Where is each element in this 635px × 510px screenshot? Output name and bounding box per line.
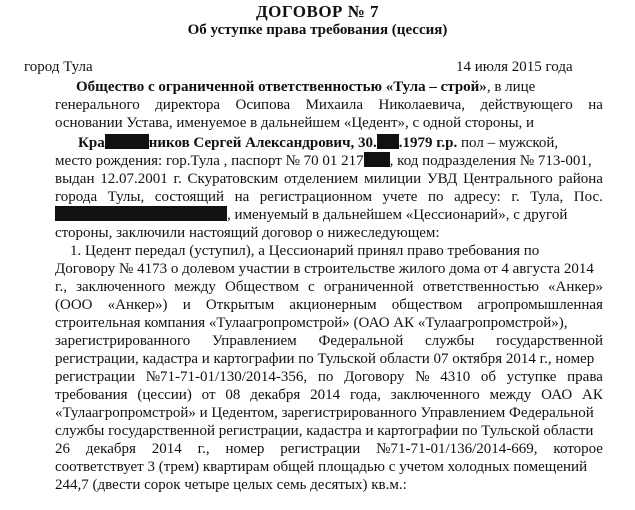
preamble-line-9: стороны, заключили настоящий договор о нижеследующем: [55, 225, 440, 241]
contract-subtitle: Об уступке права требования (цессия) [187, 22, 448, 38]
preamble-line-8: , именуемый в дальнейшем «Цессионарий», с другой [55, 206, 567, 224]
preamble-line-3: основании Устава, именуемое в дальнейшем «Цедент», с одной стороны, и [55, 115, 535, 131]
preamble-line-7: города Тулы, состоящий на регистрационном учете по адресу: г. Тула, Пос. [55, 189, 603, 205]
preamble-line-5: место рождения: гор.Тула , паспорт № 70 01 217 , код подразделения № 713-001, [55, 153, 592, 169]
clause-1-line-1: 1. Цедент передал (уступил), а Цессионарий принял право требования по [70, 243, 540, 259]
clause-1-line-3: г., заключенного между Обществом с ограниченной ответственностью «Анкер» [55, 279, 603, 295]
preamble-line-1: Общество с ограниченной ответственностью «Тула – строй», в лице [76, 79, 536, 95]
clause-1-line-11: службы государственной регистрации, кадастра и картографии по Тульской области [55, 423, 594, 439]
clause-1-line-12: 26 декабря 2014 г., номер регистрации №71-71-01/136/2014-669, которое [55, 441, 603, 457]
redaction [364, 152, 390, 167]
preamble-line-6: выдан 12.07.2001 г. Скуратовским отделением милиции УВД Центрального района [55, 171, 603, 187]
city: город Тула [24, 59, 93, 75]
preamble-line-2: генерального директора Осипова Михаила Николаевича, действующего на [55, 97, 603, 113]
cessionary-line: Кра ников Сергей Александрович, 30. .1979 г.р. пол – мужской, [78, 135, 559, 151]
contract-date: 14 июля 2015 года [456, 59, 573, 75]
clause-1-line-9: требования (цессии) от 08 декабря 2014 года, заключенного между ОАО АК [55, 387, 603, 403]
redaction [377, 134, 399, 149]
org-name: Общество с ограниченной ответственностью «Тула – строй» [76, 79, 487, 95]
clause-1-line-14: 244,7 (двести сорок четыре целых семь десятых) кв.м.: [55, 477, 407, 493]
clause-1-line-10: «Тулаагропромстрой» и Цедентом, зарегистрированного Управлением Федеральной [55, 405, 594, 421]
redaction [55, 206, 227, 221]
clause-1-line-13: соответствует 3 (трем) квартирам общей площадью с учетом холодных помещений [55, 459, 588, 475]
clause-1-line-2: Договору № 4173 о долевом участии в строительстве жилого дома от 4 августа 2014 [55, 261, 594, 277]
clause-1-line-6: зарегистрированного Управлением Федеральной службы государственной [55, 333, 603, 349]
clause-1-line-5: строительная компания «Тулаагропромстрой» (ОАО АК «Тулаагропромстрой»), [55, 315, 568, 331]
clause-1-line-7: регистрации, кадастра и картографии по Тульской области 07 октября 2014 г., номер [55, 351, 595, 367]
redaction [105, 134, 149, 149]
clause-1-line-8: регистрации №71-71-01/130/2014-356, по Договору № 4310 об уступке права [55, 369, 603, 385]
contract-title: ДОГОВОР № 7 [255, 2, 380, 21]
clause-1-line-4: (ООО «Анкер») и Открытым акционерным обществом агропромышленная [55, 297, 603, 313]
